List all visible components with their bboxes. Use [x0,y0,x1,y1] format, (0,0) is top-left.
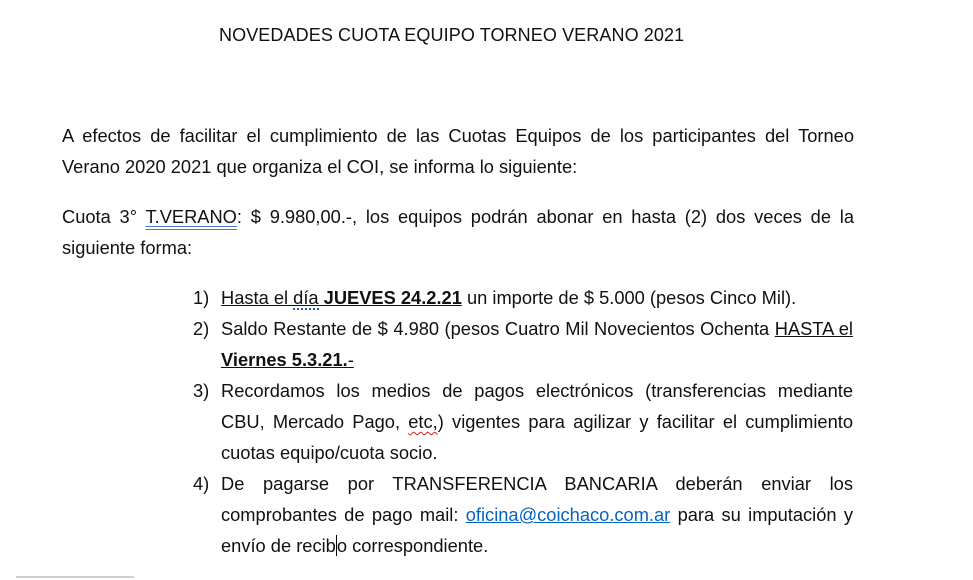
email-link[interactable]: oficina@coichaco.com.ar [465,504,671,525]
etc-text: etc, [408,411,438,432]
list-number: 4) [193,473,210,494]
page-bottom-divider [16,576,134,578]
hasta-el-text: Hasta el [221,287,294,308]
list-item [0,313,973,375]
item-mid: para su imputación y envío de recib [221,504,854,556]
quota-prefix: Cuota 3° [62,206,146,227]
quota-rest: : $ 9.980,00.-, los equipos podrán abonar en hasta (2) dos veces de la siguiente forma: [62,206,854,258]
list-item [0,282,973,313]
list-number: 2) [193,318,210,339]
item-suffix: - [347,349,354,370]
list-item-text [221,468,853,561]
intro-paragraph: A efectos de facilitar el cumplimiento de las Cuotas Equipos de los participantes del Torneo Verano 2020 2021 que organiza el COI, se informa lo siguiente: [62,125,854,177]
item-suffix: ) vigentes para agilizar y facilitar el cumplimiento cuotas equipo/cuota socio. [221,411,853,463]
list-item [0,468,973,561]
item-prefix: Recordamos los medios de pagos electrónicos (transferencias mediante CBU, Mercado Pago, [221,380,853,432]
tverano-text: T.VERANO [145,206,237,227]
hasta-el-text: HASTA el [774,318,853,339]
viernes-date: Viernes 5.3.21. [221,349,348,370]
jueves-date: JUEVES 24.2.21 [323,287,462,308]
document-title: NOVEDADES CUOTA EQUIPO TORNEO VERANO 2021 [219,25,685,45]
quota-paragraph [62,201,854,263]
list-item [0,375,973,468]
payment-list [0,282,973,561]
list-item-text [221,313,853,375]
list-item-text [221,282,853,313]
dia-text: día [293,287,319,308]
item-prefix: De pagarse por TRANSFERENCIA BANCARIA deberán enviar los comprobantes de pago mail: [221,473,853,525]
item-prefix: Saldo Restante de $ 4.980 (pesos Cuatro Mil Novecientos Ochenta [221,318,775,339]
item-rest: un importe de $ 5.000 (pesos Cinco Mil). [461,287,797,308]
list-item-text [221,375,853,468]
list-number: 1) [193,287,210,308]
item-end: o correspondiente. [336,535,489,556]
list-number: 3) [193,380,210,401]
